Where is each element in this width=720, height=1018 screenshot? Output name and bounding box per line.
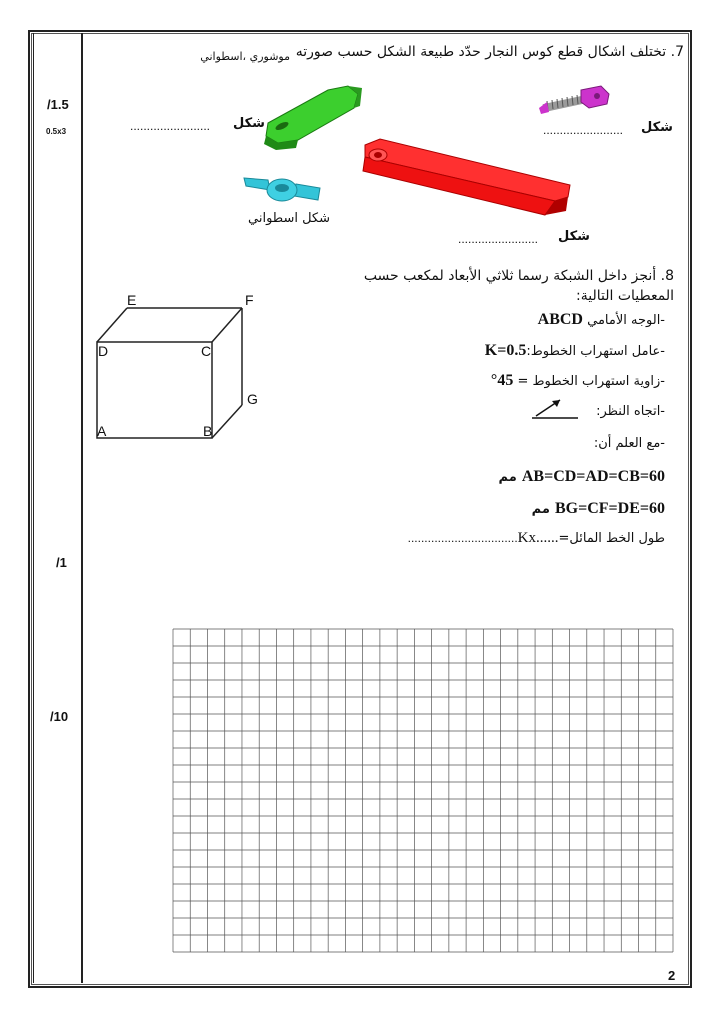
green-prism-piece	[258, 78, 368, 153]
dim2-value: 60=BG=CF=DE	[554, 500, 665, 517]
item-angle-value: 45°	[490, 372, 514, 389]
slant-label: طول الخط المائل=	[558, 531, 665, 546]
item-k-value: K=0.5	[484, 342, 527, 359]
cube-label-a: A	[97, 423, 107, 439]
view-direction-arrow-icon	[530, 396, 580, 422]
item-angle	[365, 372, 665, 390]
slant-blank[interactable]: .................................	[407, 531, 518, 545]
cube-label-g: G	[247, 391, 258, 407]
slant-length-line	[355, 530, 665, 547]
q8-score: /1	[56, 555, 67, 570]
red-shape-label: شكل	[558, 229, 590, 244]
item-k-factor	[365, 342, 665, 360]
red-shape-blank[interactable]: ........................	[458, 232, 539, 246]
dim-line-2	[365, 498, 665, 518]
dim1-value: 60=AB=CD=AD=CB	[521, 468, 665, 485]
q7-score-breakdown: 0.5x3	[46, 127, 67, 136]
slant-value: ......Kx	[517, 530, 559, 546]
drawing-grid[interactable]	[172, 628, 675, 954]
green-shape-blank[interactable]: ........................	[130, 119, 211, 133]
question7-hint: موشوري ،اسطواني	[200, 50, 290, 63]
item-note: -مع العلم أن:	[593, 436, 665, 451]
q7-score: /1.5	[47, 97, 69, 112]
cube-front-face	[97, 342, 212, 438]
page-number: 2	[668, 968, 676, 983]
cube-label-c: C	[201, 343, 212, 359]
score-margin-column	[33, 33, 83, 983]
cube-label-e: E	[127, 292, 137, 308]
purple-shape-blank[interactable]: ........................	[543, 123, 624, 137]
cube-label-d: D	[98, 343, 109, 359]
cube-diagram	[92, 290, 272, 450]
cube-label-f: F	[245, 292, 254, 308]
cyan-wingnut-piece	[240, 170, 325, 210]
question8-title-line2: المعطيات التالية:	[576, 288, 674, 304]
item-front-face	[365, 311, 665, 329]
item-angle-label: -زاوية استهراب الخطوط =	[517, 374, 665, 389]
dim2-unit: مم	[531, 502, 550, 517]
dim-line-1	[365, 466, 665, 486]
purple-screw-piece	[535, 82, 615, 122]
purple-shape-label: شكل	[641, 120, 673, 135]
dim1-unit: مم	[498, 470, 517, 485]
total-score: /10	[50, 709, 69, 724]
item-front-face-label: -الوجه الأمامي	[587, 313, 665, 328]
question7-title: 7. تختلف اشكال قطع كوس النجار حدّد طبيعة الشكل حسب صورته	[295, 44, 684, 60]
cube-label-b: B	[203, 423, 213, 439]
cyan-shape-answer: شكل اسطواني	[248, 211, 330, 226]
item-k-label: -عامل استهراب الخطوط:	[526, 344, 665, 359]
item-view-direction: -اتجاه النظر:	[596, 404, 665, 419]
item-front-face-value: ABCD	[537, 311, 583, 328]
green-shape-label: شكل	[233, 116, 265, 131]
question8-title: 8. أنجز داخل الشبكة رسما ثلاثي الأبعاد لمكعب حسب	[363, 268, 674, 284]
red-prism-piece	[360, 135, 575, 220]
